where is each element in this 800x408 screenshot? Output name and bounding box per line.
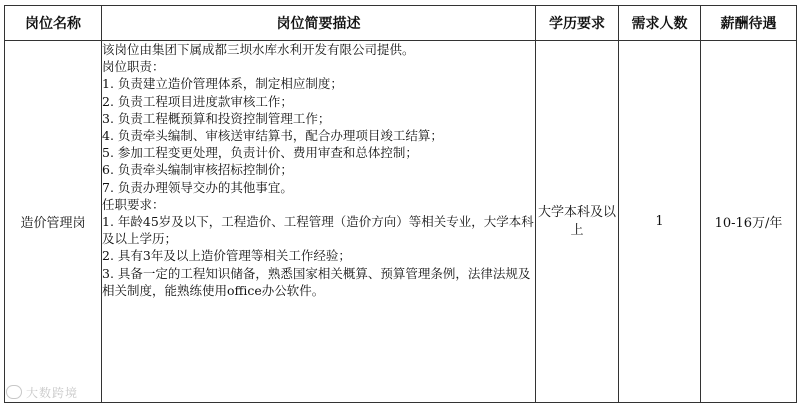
watermark	[6, 384, 78, 401]
duty-item: 1. 负责建立造价管理体系，制定相应制度；	[102, 76, 343, 92]
duty-item: 5. 参加工程变更处理，负责计价、费用审查和总体控制；	[102, 145, 418, 161]
education-text: 大学本科及以上	[537, 204, 616, 238]
duties-title: 岗位职责：	[102, 59, 165, 75]
requirement-item: 3. 具备一定的工程知识储备，熟悉国家相关概算、预算管理条例，法律法规及相关制度，能熟练使用office办公软件。	[102, 265, 531, 298]
header-education: 学历要求	[536, 6, 619, 41]
job-table	[4, 5, 797, 403]
requirements-title: 任职要求：	[102, 196, 165, 212]
cell-education	[536, 41, 619, 403]
header-salary: 薪酬待遇	[701, 6, 797, 41]
watermark-text: 大数跨境	[26, 386, 79, 400]
cell-salary: 10-16万/年	[701, 41, 797, 403]
cell-position: 造价管理岗	[5, 41, 102, 403]
duty-item: 7. 负责办理领导交办的其他事宜。	[102, 179, 293, 195]
requirement-item: 1. 年龄45岁及以下，工程造价、工程管理（造价方向）等相关专业，大学本科及以上学历；	[102, 214, 534, 247]
duty-item: 6. 负责牵头编制审核招标控制价；	[102, 162, 293, 178]
desc-intro: 该岗位由集团下属成都三坝水库水利开发有限公司提供。	[102, 42, 415, 57]
cell-description	[102, 41, 536, 403]
header-headcount: 需求人数	[619, 6, 701, 41]
duty-item: 2. 负责工程项目进度款审核工作；	[102, 93, 293, 109]
header-position: 岗位名称	[5, 6, 102, 41]
watermark-logo-icon	[6, 385, 22, 399]
table-row	[5, 41, 797, 403]
header-description: 岗位简要描述	[102, 6, 536, 41]
duty-item: 3. 负责工程概预算和投资控制管理工作；	[102, 110, 331, 126]
cell-headcount: 1	[619, 41, 701, 403]
header-row	[5, 6, 797, 41]
requirement-item: 2. 具有3年及以上造价管理等相关工作经验；	[102, 248, 351, 264]
duty-item: 4. 负责牵头编制、审核送审结算书，配合办理项目竣工结算；	[102, 128, 443, 144]
